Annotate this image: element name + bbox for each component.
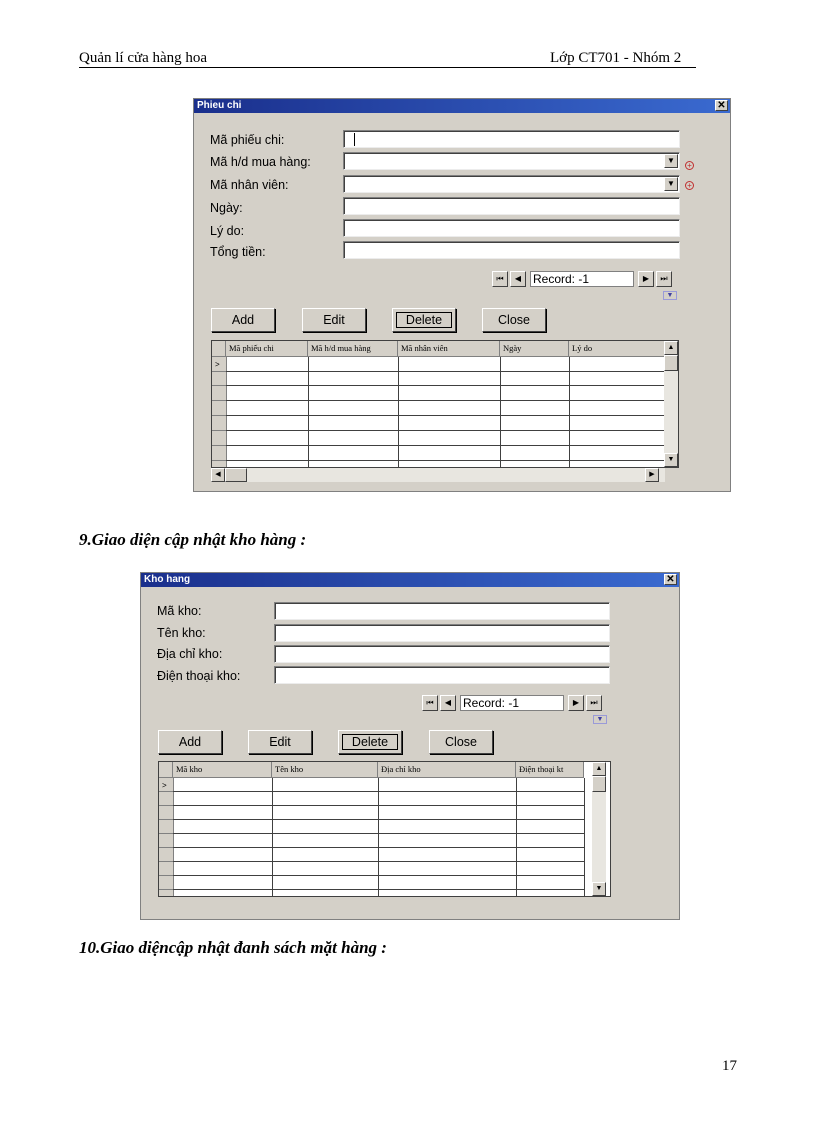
grid-line — [308, 357, 309, 468]
first-record-icon[interactable]: ⏮ — [492, 271, 508, 287]
grid-line — [500, 357, 501, 468]
horizontal-scrollbar[interactable] — [211, 468, 665, 482]
scroll-up-icon[interactable]: ▲ — [664, 341, 678, 355]
window-title: Phieu chi — [197, 100, 242, 111]
grid-line — [159, 861, 173, 862]
navigator-menu-icon[interactable]: ▼ — [593, 715, 607, 724]
close-button[interactable]: Close — [429, 730, 493, 754]
scroll-thumb[interactable] — [592, 776, 606, 792]
label-ma-kho: Mã kho: — [157, 604, 202, 618]
dia-chi-kho-input[interactable] — [274, 645, 610, 663]
grid-line — [212, 400, 226, 401]
ten-kho-input[interactable] — [274, 624, 610, 642]
navigator-menu-icon[interactable]: ▼ — [663, 291, 677, 300]
grid-line — [159, 875, 173, 876]
grid-line — [226, 371, 665, 372]
grid-line — [212, 415, 226, 416]
delete-button[interactable]: Delete — [338, 730, 402, 754]
column-header[interactable]: Lý do — [569, 341, 665, 357]
scroll-thumb[interactable] — [225, 468, 247, 482]
grid-line — [226, 445, 665, 446]
ma-phieu-chi-input[interactable] — [343, 130, 680, 148]
grid-line — [212, 371, 226, 372]
column-header[interactable]: Mã nhân viên — [398, 341, 500, 357]
chevron-down-icon[interactable]: ▼ — [664, 177, 678, 191]
edit-button[interactable]: Edit — [302, 308, 366, 332]
grid-line — [398, 357, 399, 468]
scroll-thumb[interactable] — [664, 355, 678, 371]
column-header[interactable] — [212, 341, 226, 357]
grid-line — [212, 430, 226, 431]
label-dien-thoai-kho: Điện thoại kho: — [157, 669, 241, 683]
edit-button[interactable]: Edit — [248, 730, 312, 754]
grid-line — [584, 778, 585, 897]
phieu-chi-titlebar — [194, 99, 730, 113]
grid-line — [272, 778, 273, 897]
prev-record-icon[interactable]: ◀ — [510, 271, 526, 287]
grid-line — [212, 460, 226, 461]
close-button[interactable]: Close — [482, 308, 546, 332]
tong-tien-input[interactable] — [343, 241, 680, 259]
next-record-icon[interactable]: ▶ — [568, 695, 584, 711]
scroll-up-icon[interactable]: ▲ — [592, 762, 606, 776]
grid-line — [226, 460, 665, 461]
current-row-marker: > — [215, 360, 220, 369]
current-row-marker: > — [162, 781, 167, 790]
chevron-down-icon[interactable]: ▼ — [664, 154, 678, 168]
first-record-icon[interactable]: ⏮ — [422, 695, 438, 711]
last-record-icon[interactable]: ⏭ — [586, 695, 602, 711]
grid-line — [159, 847, 173, 848]
column-header[interactable]: Mã kho — [173, 762, 272, 778]
grid-line — [226, 430, 665, 431]
label-ten-kho: Tên kho: — [157, 626, 206, 640]
grid-line — [159, 889, 173, 890]
section-9-title: 9.Giao diện cập nhật kho hàng : — [79, 530, 307, 549]
window-title: Kho hang — [144, 574, 191, 585]
add-button[interactable]: Add — [211, 308, 275, 332]
header-right: Lớp CT701 - Nhóm 2 — [550, 50, 682, 66]
phieu-chi-window — [193, 98, 731, 492]
grid-line — [212, 445, 226, 446]
grid-line — [159, 819, 173, 820]
phieu-chi-grid[interactable] — [211, 340, 679, 468]
page-number: 17 — [722, 1058, 737, 1074]
header-left: Quản lí cửa hàng hoa — [79, 50, 208, 66]
add-hd-icon[interactable]: + — [685, 161, 694, 170]
label-ma-nv: Mã nhân viên: — [210, 178, 289, 192]
grid-line — [226, 415, 665, 416]
kho-hang-grid[interactable] — [158, 761, 611, 897]
column-header[interactable]: Mã phiếu chi — [226, 341, 308, 357]
add-nv-icon[interactable]: + — [685, 181, 694, 190]
scroll-down-icon[interactable]: ▼ — [592, 882, 606, 896]
grid-line — [212, 385, 226, 386]
close-icon[interactable]: ✕ — [664, 574, 677, 585]
last-record-icon[interactable]: ⏭ — [656, 271, 672, 287]
ngay-input[interactable] — [343, 197, 680, 215]
delete-button[interactable]: Delete — [392, 308, 456, 332]
label-ma-hd: Mã h/d mua hàng: — [210, 155, 311, 169]
prev-record-icon[interactable]: ◀ — [440, 695, 456, 711]
vertical-scrollbar[interactable] — [592, 762, 606, 896]
grid-line — [226, 385, 665, 386]
record-indicator: Record: -1 — [530, 271, 634, 287]
label-ma-phieu-chi: Mã phiếu chi: — [210, 133, 285, 147]
grid-line — [516, 778, 517, 897]
grid-line — [569, 357, 570, 468]
column-header[interactable]: Địa chỉ kho — [378, 762, 516, 778]
scroll-down-icon[interactable]: ▼ — [664, 453, 678, 467]
header-rule — [79, 67, 696, 68]
grid-line — [159, 791, 173, 792]
ly-do-input[interactable] — [343, 219, 680, 237]
label-dia-chi-kho: Địa chỉ kho: — [157, 647, 223, 661]
grid-line — [159, 833, 173, 834]
kho-hang-window — [140, 572, 680, 920]
add-button[interactable]: Add — [158, 730, 222, 754]
column-header[interactable]: Mã h/d mua hàng — [308, 341, 398, 357]
record-indicator: Record: -1 — [460, 695, 564, 711]
next-record-icon[interactable]: ▶ — [638, 271, 654, 287]
ma-nv-select[interactable] — [343, 175, 680, 193]
scroll-left-icon[interactable]: ◀ — [211, 468, 225, 482]
label-tong-tien: Tổng tiền: — [210, 245, 266, 259]
column-header[interactable]: Tên kho — [272, 762, 378, 778]
section-10-title: 10.Giao diệncập nhật đanh sách mặt hàng : — [79, 938, 387, 957]
column-header[interactable]: Ngày — [500, 341, 569, 357]
text-caret — [354, 133, 355, 146]
grid-line — [159, 805, 173, 806]
close-icon[interactable]: ✕ — [715, 100, 728, 111]
kho-hang-titlebar — [141, 573, 679, 587]
ma-hd-select[interactable] — [343, 152, 680, 170]
grid-line — [226, 400, 665, 401]
label-ly-do: Lý do: — [210, 224, 245, 238]
ma-kho-input[interactable] — [274, 602, 610, 620]
scroll-right-icon[interactable]: ▶ — [645, 468, 659, 482]
vertical-scrollbar[interactable] — [664, 341, 678, 467]
column-header[interactable]: Điện thoại kt — [516, 762, 584, 778]
column-header[interactable] — [159, 762, 173, 778]
dien-thoai-kho-input[interactable] — [274, 666, 610, 684]
grid-line — [378, 778, 379, 897]
label-ngay: Ngày: — [210, 201, 243, 215]
